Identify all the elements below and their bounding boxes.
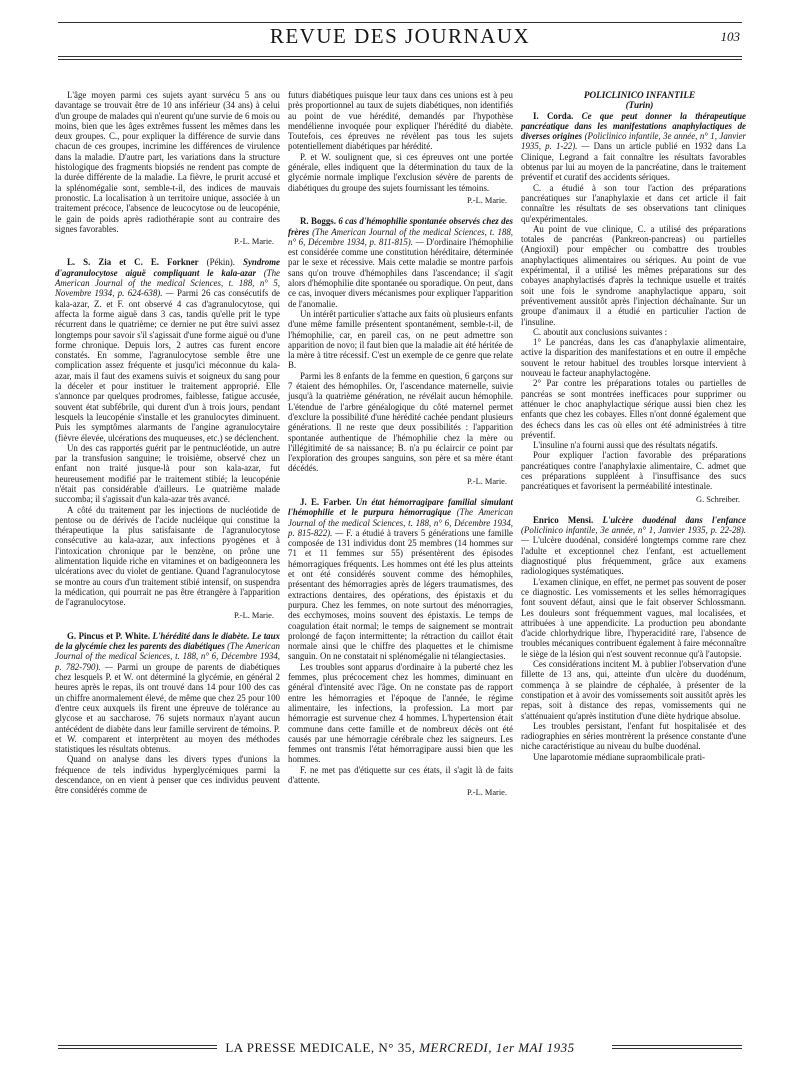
paragraph: Une laparotomie médiane supraombilicale prati-	[533, 751, 706, 762]
signature: G. Schreiber.	[696, 494, 740, 504]
footer-journal: LA PRESSE MEDICALE, N° 35,	[225, 1040, 416, 1055]
paragraph: Ces considérations incitent M. à publier l'observation d'une fillette de 13 ans, qui, atteinte d'un ulcère du duodénum, commença à se plaindre de céphalée, à présenter de la constipation et à avoir des vomissements soit aussitôt après les repas, soit à distance des repas, vomissements qui ne s'atténuaient qu'après institution d'une diète hydrique absolue.	[521, 659, 746, 721]
signature: P.-L. Marie.	[233, 610, 274, 620]
article-farber	[288, 497, 513, 799]
paragraph: A côté du traitement par les injections de nucléotide de pentose ou de dérivés de l'acide nucléique qui constitue la thérapeutique la plus satisfaisante de l'agranulocytose consécutive au kala-azar, aux infections pyogènes et à l'intoxication chronique par le benzène, on prône une alimentation liquide riche en vitamines et on badigeonnera les ulcérations avec du violet de gentiane. Quand l'agranulocytose se montre au cours d'un traitement stibié intensif, on suspendra la médication, qui pourrait ne pas être étrangère à l'apparition de l'agranulocytose.	[55, 504, 280, 608]
article-title: 6 cas d'hémophilie spontanée observés chez des frères	[288, 216, 513, 237]
article-place: (Pékin).	[198, 257, 244, 268]
paragraph: Pour expliquer l'action favorable des préparations pancréatiques contre l'anaphylaxie alimentaire, C. admet que ces préparations suppléent à l'insuffisance des sucs pancréatiques et favorisent la perméabilité intestinale.	[521, 450, 746, 492]
paragraph: Au point de vue clinique, C. a utilisé des préparations totales de pancréas (Pankreon-pancreas) ou partielles (Angioxil) pour empêcher ou combattre des troubles anaphylactiques alimentaires ou sériques. Au point de vue expérimental, il a utilisé les mêmes préparations sur des cobayes anaphylactisés d'après la technique usuelle et traités soit une fois le syndrome anaphylactique apparu, soit préventivement aussitôt après l'injection déchaînante. Sur un groupe d'animaux il a étudié en particulier l'action de l'insuline.	[521, 223, 746, 327]
paragraph: Parmi les 8 enfants de la femme en question, 6 garçons sur 7 étaient des hémophiles. Or, l'ascendance maternelle, suivie jusqu'à la quatrième génération, ne révélait aucun hémophile. L'étendue de l'arbre généalogique du côté maternel permet d'exclure la possibilité d'une hérédité cachée pendant plusieurs générations. Il ne reste que deux possibilités : l'apparition spontanée authentique de l'hémophilie chez la mère ou l'illégitimité de sa naissance; B. n'a pu éclaircir ce point par l'exploration des groupes sanguins, son père et sa mère étant décédés.	[288, 370, 513, 474]
article-heading	[288, 497, 513, 662]
header-rule-top	[58, 22, 742, 23]
paragraph: L'âge moyen parmi ces sujets ayant survécu 5 ans ou davantage se trouvait être de 10 ans inférieur (34 ans) à celui d'un groupe de malades qui n'eurent qu'une survie de 6 mois ou moins, bien que les âges extrêmes fussent les mêmes dans les deux groupes. C., pour expliquer la différence de survie dans chacun de ces groupes, incrimine les différences de virulence dans la maladie. D'autre part, les variations dans la structure histologique des fragments biopsiés ne rendent pas compte de la durée différente de la maladie. La fièvre, le prurit accusé et la splénomégalie sont, semble-t-il, des indices de mauvais pronostic. La localisation à un territoire unique, associée à un traitement précoce, l'absence de leucocytose ou de leucopénie, le gain de poids après radiothérapie sont au contraire des signes favorables.	[55, 90, 280, 234]
paragraph: F. ne met pas d'étiquette sur ces états, il s'agit là de faits d'attente.	[288, 764, 513, 785]
article-title: L'hérédité dans le diabète. Le taux de la glycémie chez les parents des diabétiques	[55, 630, 280, 652]
paragraph: F. a étudié à travers 5 générations une famille composée de 131 individus dont 25 membres (14 hommes sur 71 et 11 femmes sur 55) présentèrent des épisodes hémorragiques fréquents. Les hommes ont été les plus atteints et ont été considérés souvent comme des hémophiles, présentant des hémorragies après de légers traumatismes, des extractions dentaires, des opérations, des épistaxis et du purpura. Chez les femmes, on note surtout des ménorragies, des ecchymoses, moins souvent des épistaxis. Le temps de coagulation était normal; le temps de saignement se montrait prolongé de façon intermittente; la rétraction du caillot était normale ainsi que le chiffre des plaquettes et le chimisme sanguin. On ne constatait ni splénomégalie ni télangiectasies.	[288, 527, 513, 662]
article-reference: (The American Journal of the medical Sciences, t. 188, n° 6, Décembre 1934, p. 811-815). —	[288, 226, 513, 247]
signature: P.-L. Marie.	[466, 195, 507, 205]
paragraph: Quand on analyse dans les divers types d'unions la fréquence de tels individus hyperglycémiques parmi la descendance, on en vient à penser que ces individus peuvent être considérés comme de	[55, 754, 280, 796]
signature: P.-L. Marie.	[466, 476, 507, 486]
article-authors: Enrico Mensi.	[533, 514, 594, 525]
paragraph: Un intérêt particulier s'attache aux faits où plusieurs enfants d'une même famille présentent spontanément, semble-t-il, de l'hémophilie, car, en pareil cas, on ne peut admettre son apparition de novo; il faut bien que la maladie ait été héritée de la mère à titre récessif. C'est un exemple de ce genre que relate B.	[288, 308, 513, 371]
article-authors: I. Corda.	[533, 110, 574, 121]
article-heading	[521, 515, 746, 577]
paragraph: Parmi 26 cas consécutifs de kala-azar, Z. et F. ont observé 4 cas d'agranulocytose, qui affecta la forme aiguë dans 3 cas, tandis qu'elle prit le type récurrent dans le quatrième; ce dernier ne put être suivi assez longtemps pour savoir s'il s'agissait d'une forme aiguë ou d'une forme chronique. Depuis lors, 2 autres cas furent encore constatés. En somme, l'agranulocytose semble être une complication assez fréquente et jusqu'ici méconnue du kala-azar, mais il faut des examens suivis et soigneux du sang pour la déceler et pour instituer le traitement approprié. Elle s'annonce par quelques prodromes, faiblesse, fatigue accusée, souvent état subfébrile, qui durent d'un à trois jours, pendant lesquels la leucopénie s'installe et les granulocytes diminuent. Puis les symptômes alarmants de l'angine agranulocytaire (fièvre élevée, ulcérations des muqueuses, etc.) se déclenchent.	[55, 288, 280, 443]
footer-day: MERCREDI,	[419, 1040, 492, 1055]
article-heading	[288, 216, 513, 309]
article-heading	[55, 257, 280, 442]
article-corda	[521, 111, 746, 505]
page-title: REVUE DES JOURNAUX	[269, 24, 531, 48]
article-authors: J. E. Farber.	[300, 496, 352, 507]
article-reference: (The American Journal of the medical Sciences, t. 188, n° 5, Novembre 1934, p. 624-638). —	[55, 267, 280, 299]
article-reference: (The American Journal of the medical Sciences, t. 188, n° 6, Décembre 1934, p. 782-790). —	[55, 641, 280, 672]
article-zia-forkner	[55, 257, 280, 620]
paragraph: Parmi un groupe de parents de diabétiques chez lesquels P. et W. ont déterminé la glycémie, en général 2 heures après le repas, ils ont trouvé dans 14 pour 100 des cas un chiffre anormalement élevé, de même que chez 25 pour 100 d'entre ceux auxquels ils firent une épreuve de tolérance au glycose et au saccharose. 76 sujets normaux n'ayant aucun antécédent de diabète dans leur famille servirent de témoins. P. et W. comparent et interprètent au moyen des méthodes statistiques les résultats obtenus.	[55, 661, 281, 755]
article-authors: R. Boggs.	[300, 216, 336, 227]
article-title: Un état hémorragipare familial simulant l'hémophilie et le purpura hémorragique	[288, 496, 513, 518]
section-subtitle: (Turin)	[625, 100, 654, 111]
article-authors: L. S. Zia et C. E. Forkner	[67, 257, 199, 268]
article-mensi	[521, 515, 746, 762]
header-rule-bottom-2	[58, 59, 742, 60]
article-pincus-white	[55, 631, 280, 796]
paragraph: Dans un article publié en 1932 dans La Clinique, Legrand a fait connaître les résultats favorables obtenus par lui au moyen de la pancréatine, dans le traitement préventif et curatif des accidents sériques.	[521, 141, 746, 183]
article-reference: (Policlinico infantile, 3e année, n° 1, Janvier 1935, p. 22-28). —	[521, 525, 746, 546]
paragraph: Un des cas rapportés guérit par le pentnucléotide, un autre par la transfusion sanguine; le troisième, observé chez un enfant non traité jusque-là pour son kala-azar, fut heureusement modifié par le traitement stibié; la leucopénie n'était pas considérable d'ailleurs. Le quatrième malade succomba; il s'agissait d'un kala-azar très avancé.	[55, 442, 280, 505]
section-title: POLICLINICO INFANTILE	[583, 90, 696, 100]
footer	[0, 1037, 800, 1056]
paragraph: D'ordinaire l'hémophilie est considérée comme une constitution héréditaire, déterminée par le sexe et récessive. Mais cette maladie se montre parfois sans qu'on trouve d'hémophiles dans l'ascendance; il s'agit alors d'hémophilie dite spontanée ou sporadique. On peut, dans ce cas, invoquer divers mécanismes pour expliquer l'apparition de l'anomalie.	[288, 236, 513, 309]
article-reference: (Policlinico infantile, 3e année, n° 1, Janvier 1935, p. 1-22). —	[521, 131, 746, 152]
article-authors: G. Pincus et P. White.	[67, 630, 151, 641]
footer-date: 1er MAI 1935	[495, 1040, 575, 1055]
column-1	[55, 90, 280, 796]
paragraph: L'examen clinique, en effet, ne permet pas souvent de poser ce diagnostic. Les vomissements et les selles hémorragiques font souvent défaut, ainsi que le fait observer Schlossmann. Les douleurs sont fréquemment vagues, mal localisées, et attribuées à une appendicite. La production peu abondante d'acide chlorhydrique libre, l'hyperacidité rare, l'absence de troubles mécaniques contribuent également à faire méconnaître le siège de la lésion qui n'est souvent reconnue qu'à l'autopsie.	[521, 576, 746, 659]
paragraph: C. a étudié à son tour l'action des préparations pancréatiques sur l'anaphylaxie et dans cet article il fait connaître les résultats de ses observations tant cliniques qu'expérimentales.	[521, 182, 746, 224]
signature: P.-L. Marie.	[466, 788, 507, 798]
article-boggs	[288, 216, 513, 487]
article-heading	[521, 111, 746, 183]
paragraph: Les troubles sont apparus d'ordinaire à la puberté chez les femmes, plus précocement chez les hommes, diminuant en général d'intensité avec l'âge. On ne constate pas de rapport entre les hémorragies et l'époque de l'année, le régime alimentaire, les infections, la profession. La mort par hémorragie est survenue chez 4 hommes. L'hypertension était commune dans cette famille et de nombreux décès ont été causés par une hémorragie cérébrale chez les saigneurs. Les femmes ont transmis l'état hémorragipare aussi bien que les hommes.	[288, 661, 513, 765]
paragraph: C. aboutit aux conclusions suivantes :	[533, 326, 668, 337]
header-rule-bottom	[58, 56, 742, 57]
page-number: 103	[720, 29, 740, 44]
article-title: Ce que peut donner la thérapeutique pancréatique dans les manifestations anaphylactiques de diverses origines	[521, 110, 746, 142]
paragraph: futurs diabétiques puisque leur taux dans ces unions est à peu près proportionnel au taux de sujets diabétiques, non identifiés au point de vue hérédité, demandés par l'hypothèse mendélienne invoquée pour expliquer l'hérédité du diabète. Toutefois, ces épreuves ne révèlent pas tous les sujets potentiellement diabétiques par hérédité.	[288, 90, 513, 152]
paragraph: L'ulcère duodénal, considéré longtemps comme rare chez l'adulte et exceptionnel chez l'enfant, est actuellement diagnostiqué plus fréquemment, grâce aux examens radiologiques systématiques.	[521, 535, 746, 577]
article-title: L'ulcère duodénal dans l'enfance	[593, 514, 746, 525]
paragraph: L'insuline n'a fourni aussi que des résultats négatifs.	[533, 440, 718, 451]
paragraph: P. et W. soulignent que, si ces épreuves ont une portée générale, elles indiquent que la détermination du taux de la glycémie normale implique l'exclusion sévère de parents de diabétiques du groupe des sujets fournissant les témoins.	[288, 151, 513, 193]
article-reference: (The American Journal of the medical Sciences, t. 188, n° 6, Décembre 1934, p. 815-822). —	[288, 507, 513, 538]
paragraph: 1° Le pancréas, dans les cas d'anaphylaxie alimentaire, active la disparition des manifestations et en outre il empêche souvent le retour habituel des troubles lorsque intervient à nouveau le facteur anaphylactogène.	[521, 337, 746, 379]
footer-text	[217, 1040, 582, 1056]
signature: P.-L. Marie.	[233, 237, 274, 247]
column-2	[288, 90, 513, 809]
column-3	[521, 90, 746, 762]
paragraph: Les troubles persistant, l'enfant fut hospitalisée et des radiographies en séries montrèrent la présence constante d'une niche caractéristique au niveau du bulbe duodénal.	[521, 720, 746, 752]
article-heading	[55, 631, 280, 755]
paragraph: 2° Par contre les préparations totales ou partielles de pancréas se sont montrées inefficaces pour supprimer ou atténuer le choc anaphylactique sérique aussi bien chez les enfants que chez les cobayes. Elles n'ont donné également que des échecs dans les cas où elles ont été administrées à titre préventif.	[521, 378, 746, 440]
article-title: Syndrome d'agranulocytose aiguë compliquant le kala-azar	[55, 257, 280, 278]
